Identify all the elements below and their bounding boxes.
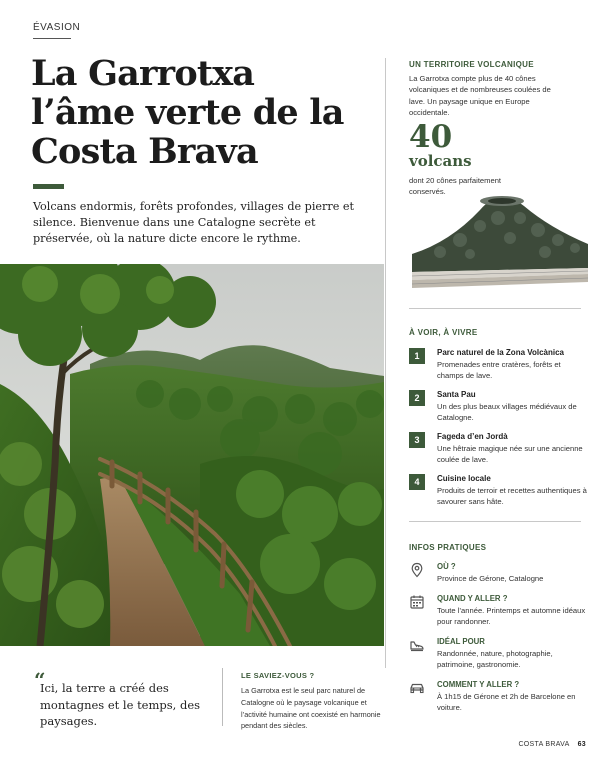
info-desc: Randonnée, nature, photographie, patrimoine, gastronomie. [437, 649, 553, 670]
list-number: 2 [409, 390, 425, 406]
volcano-count-note: dont 20 cônes parfaitement conservés. [409, 176, 502, 197]
list-item-desc: Promenades entre cratères, forêts et champs de lave. [437, 360, 561, 381]
see-do-title: À VOIR, À VIVRE [409, 328, 478, 337]
landscape-photo [0, 264, 384, 646]
volcano-count: 40 [409, 119, 453, 155]
list-item-desc: Un des plus beaux villages médiévaux de Catalogne. [437, 402, 577, 423]
did-you-know-title: LE SAVIEZ-VOUS ? [241, 671, 315, 680]
page-number: 63 [577, 741, 586, 748]
divider-2 [409, 521, 581, 522]
info-title: COMMENT Y ALLER ? [437, 680, 520, 689]
volcano-illustration [410, 188, 590, 292]
list-item-title: Santa Pau [437, 390, 476, 399]
calendar-icon [409, 594, 425, 610]
location-pin-icon [409, 562, 425, 578]
footer-section: COSTA BRAVA [518, 741, 570, 748]
list-item-title: Cuisine locale [437, 474, 491, 483]
list-item-desc: Une hêtraie magique née sur une ancienne coulée de lave. [437, 444, 583, 465]
title-accent-bar [33, 184, 64, 189]
info-desc: Toute l’année. Printemps et automne idéaux pour randonner. [437, 606, 586, 627]
hiking-shoe-icon [409, 637, 425, 653]
article-title [31, 54, 376, 171]
list-item-title: Parc naturel de la Zona Volcànica [437, 348, 565, 357]
page-footer [518, 741, 586, 748]
info-title: OÙ ? [437, 562, 456, 571]
list-item-title: Fageda d’en Jordà [437, 432, 508, 441]
article-lead: Volcans endormis, forêts profondes, villages de pierre et silence. Bienvenue dans une Catalogne secrète et préservée, où la nature dicte encore le rythme. [33, 200, 355, 245]
practical-info-title: INFOS PRATIQUES [409, 543, 487, 552]
section-kicker: ÉVASION [33, 22, 81, 33]
bottom-divider [222, 668, 223, 726]
title-line-3: Costa Brava [31, 131, 258, 172]
did-you-know-text: La Garrotxa est le seul parc naturel de Catalogne où le paysage volcanique et l’activité humaine ont coexisté en harmonie pendant des siècles. [241, 686, 381, 731]
car-icon [409, 680, 425, 696]
list-number: 3 [409, 432, 425, 448]
info-desc: À 1h15 de Gérone et 2h de Barcelone en voiture. [437, 692, 576, 713]
volcanic-territory-title: UN TERRITOIRE VOLCANIQUE [409, 60, 534, 69]
list-number: 1 [409, 348, 425, 364]
divider-1 [409, 308, 581, 309]
volcano-count-unit: volcans [409, 152, 472, 170]
info-title: QUAND Y ALLER ? [437, 594, 508, 603]
quote-mark: “ [34, 668, 46, 692]
title-line-2: l’âme verte de la [31, 92, 344, 133]
volcanic-territory-text: La Garrotxa compte plus de 40 cônes volcaniques et de nombreuses coulées de lave. Un paysage unique en Europe occidentale. [409, 74, 551, 118]
list-item-desc: Produits de terroir et recettes authentiques à savourer sans hâte. [437, 486, 587, 507]
column-divider [385, 58, 386, 668]
pull-quote: Ici, la terre a créé des montagnes et le temps, des paysages. [40, 681, 201, 728]
list-number: 4 [409, 474, 425, 490]
info-desc: Province de Gérone, Catalogne [437, 574, 544, 583]
title-line-1: La Garrotxa [31, 53, 255, 94]
info-title: IDÉAL POUR [437, 637, 485, 646]
kicker-underline [33, 38, 71, 39]
